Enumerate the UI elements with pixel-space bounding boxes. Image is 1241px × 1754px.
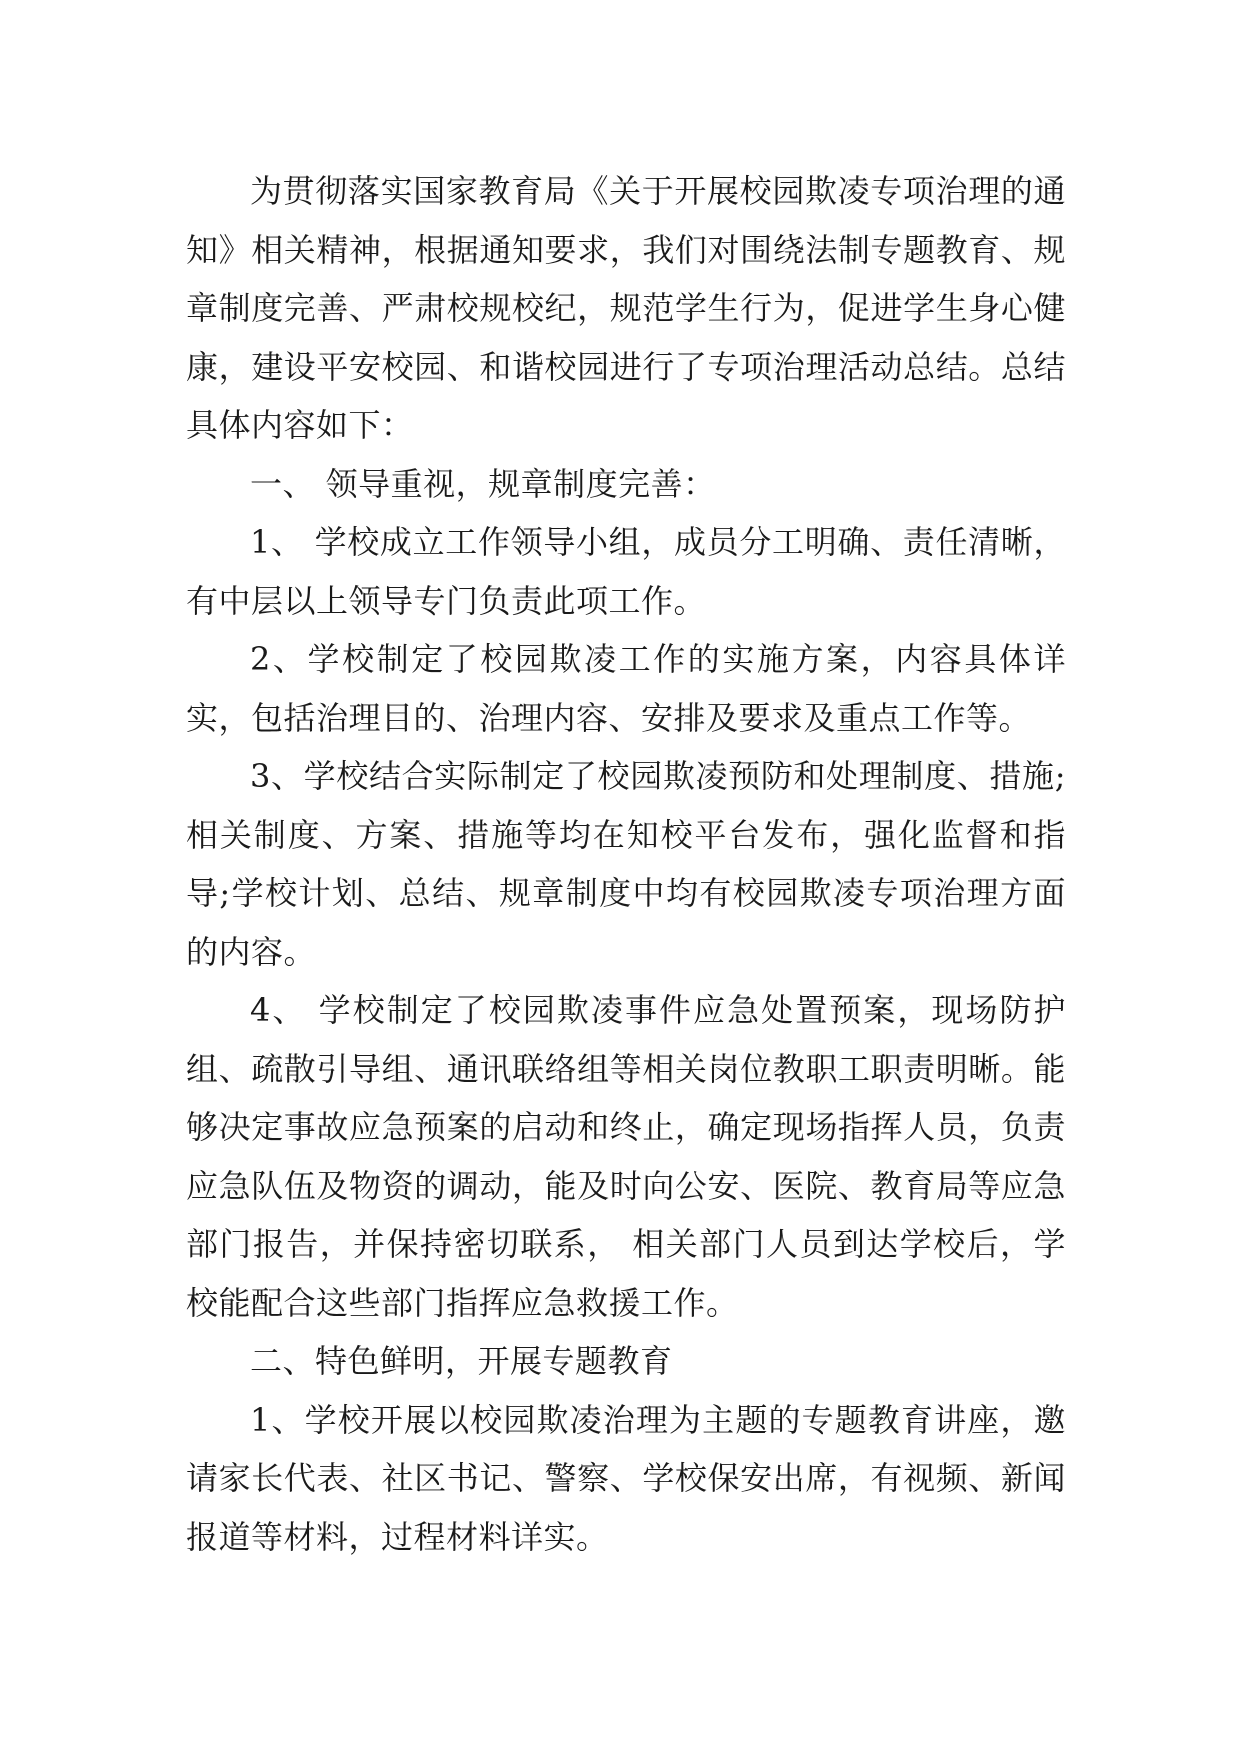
- list-item-1-2: 2、学校制定了校园欺凌工作的实施方案，内容具体详实，包括治理目的、治理内容、安排及要求及重点工作等。: [186, 640, 1066, 737]
- list-item-1-3: 3、学校结合实际制定了校园欺凌预防和处理制度、措施;相关制度、方案、措施等均在知校平台发布，强化监督和指导;学校计划、总结、规章制度中均有校园欺凌专项治理方面的内容。: [186, 757, 1066, 971]
- intro-paragraph: 为贯彻落实国家教育局《关于开展校园欺凌专项治理的通知》相关精神，根据通知要求，我们对围绕法制专题教育、规章制度完善、严肃校规校纪，规范学生行为，促进学生身心健康，建设平安校园、和谐校园进行了专项治理活动总结。总结具体内容如下：: [186, 172, 1066, 444]
- list-item-2-1: 1、学校开展以校园欺凌治理为主题的专题教育讲座，邀请家长代表、社区书记、警察、学校保安出席，有视频、新闻报道等材料，过程材料详实。: [186, 1400, 1066, 1556]
- section-heading-2: 二、特色鲜明，开展专题教育: [250, 1342, 673, 1380]
- list-item-1-1: 1、 学校成立工作领导小组，成员分工明确、责任清晰，有中层以上领导专门负责此项工作。: [186, 523, 1066, 620]
- document-body: [186, 162, 1066, 1566]
- list-item-1-4: 4、 学校制定了校园欺凌事件应急处置预案，现场防护组、疏散引导组、通讯联络组等相关岗位教职工职责明晰。能够决定事故应急预案的启动和终止，确定现场指挥人员，负责应急队伍及物资的调动，能及时向公安、医院、教育局等应急部门报告，并保持密切联系， 相关部门人员到达学校后，学校能配合这些部门指挥应急救援工作。: [186, 991, 1066, 1322]
- section-heading-1: 一、 领导重视，规章制度完善：: [250, 464, 716, 503]
